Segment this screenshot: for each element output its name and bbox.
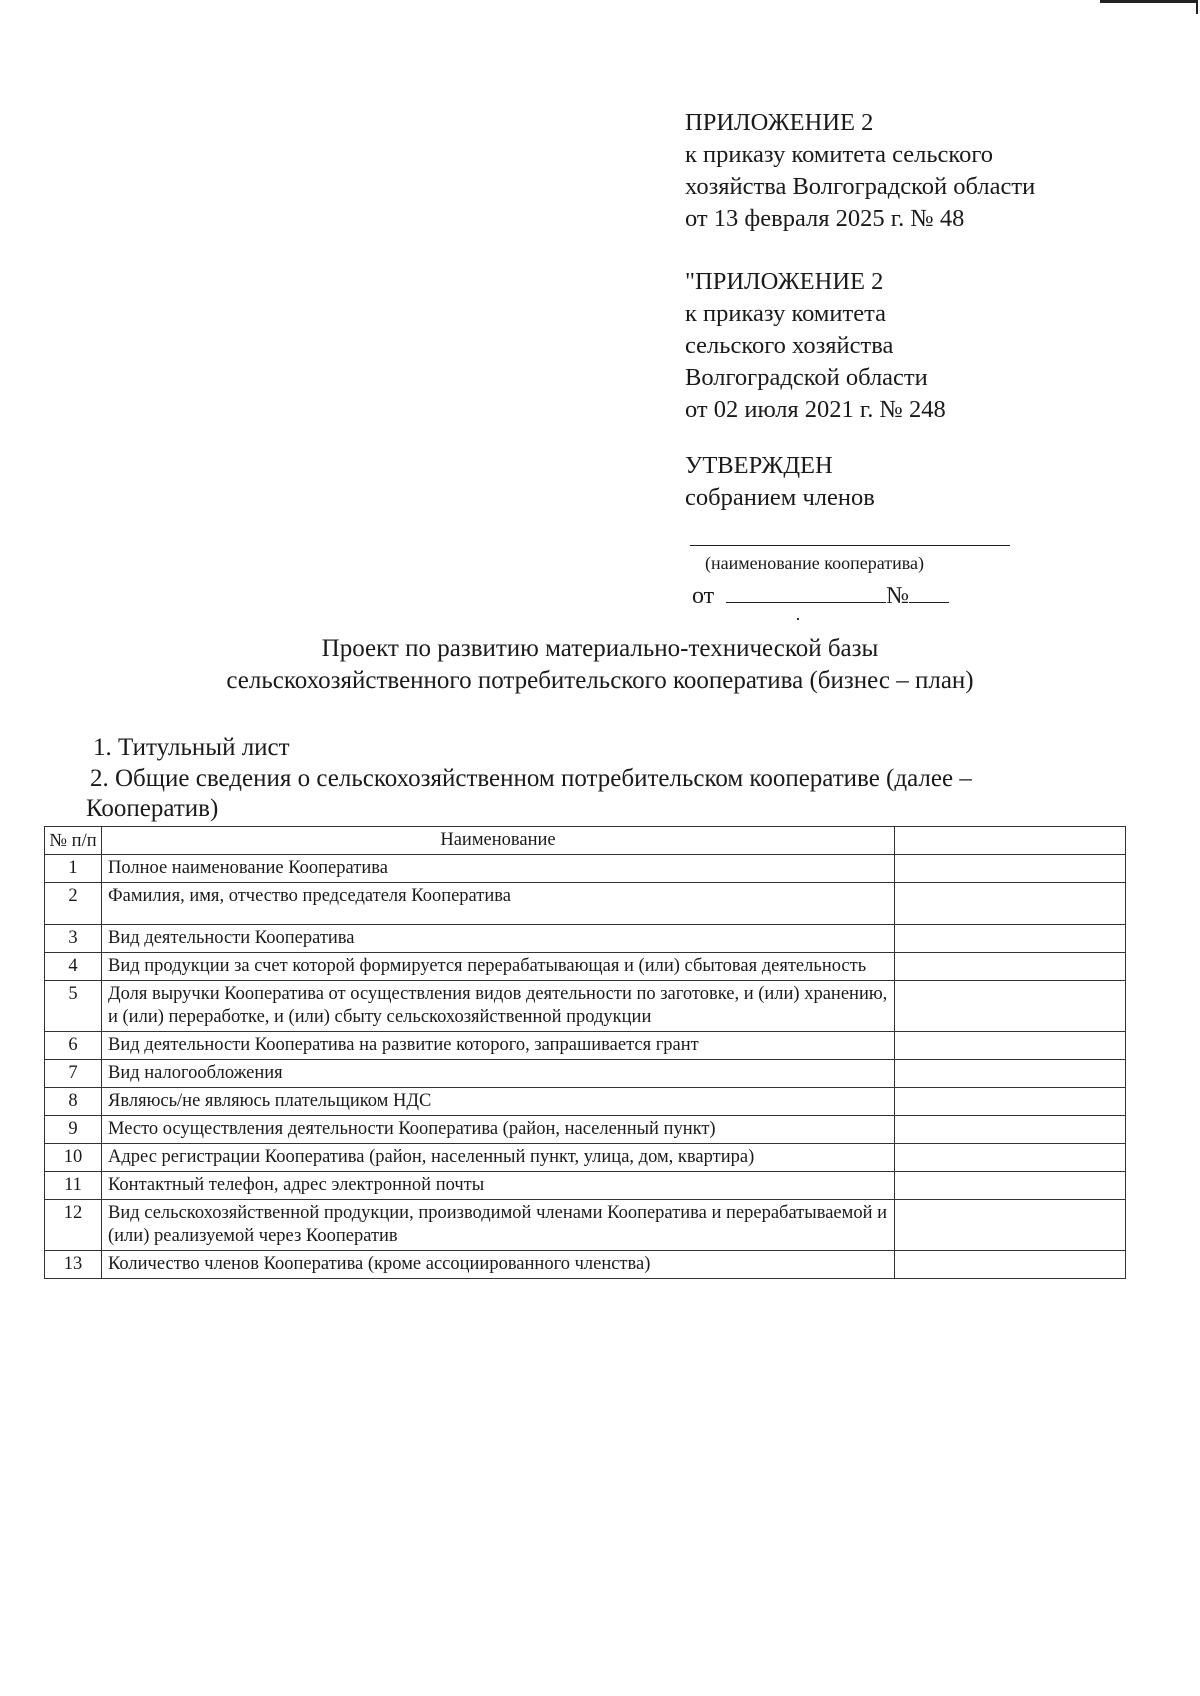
- appendix-label: ПРИЛОЖЕНИЕ 2: [685, 109, 874, 136]
- cooperative-name-caption: (наименование кооператива): [705, 553, 924, 573]
- document-title-line: сельскохозяйственного потребительского кооператива (бизнес – план): [226, 667, 974, 694]
- document-title: [120, 633, 1080, 697]
- row-number: 8: [45, 1088, 102, 1116]
- date-prefix: от: [692, 583, 715, 609]
- table-row: [45, 1200, 1126, 1251]
- row-name: Вид деятельности Кооператива: [102, 925, 895, 953]
- row-value: [895, 1200, 1126, 1251]
- row-value: [895, 1060, 1126, 1088]
- appendix-label: "ПРИЛОЖЕНИЕ 2: [685, 268, 884, 295]
- table-row: [45, 883, 1126, 925]
- row-number: 9: [45, 1116, 102, 1144]
- table-row: [45, 1251, 1126, 1279]
- table-row: [45, 953, 1126, 981]
- row-name: Вид сельскохозяйственной продукции, производимой членами Кооператива и перерабатываемой и (или) реализуемой через Кооператив: [102, 1200, 895, 1251]
- row-name: Количество членов Кооператива (кроме ассоциированного членства): [102, 1251, 895, 1279]
- row-value: [895, 883, 1126, 925]
- row-number: 13: [45, 1251, 102, 1279]
- appendix-date-number: от 02 июля 2021 г. № 248: [685, 396, 946, 423]
- row-name: Вид налогообложения: [102, 1060, 895, 1088]
- row-number: 11: [45, 1172, 102, 1200]
- number-sign: №: [886, 583, 910, 609]
- number-blank-line: [909, 578, 949, 603]
- row-number: 10: [45, 1144, 102, 1172]
- date-blank-line: [726, 578, 886, 603]
- table-row: [45, 925, 1126, 953]
- row-name: Фамилия, имя, отчество председателя Кооператива: [102, 883, 895, 925]
- appendix-line: хозяйства Волгоградской области: [685, 173, 1036, 200]
- row-value: [895, 925, 1126, 953]
- scan-speck: [797, 618, 799, 620]
- appendix-date-number: от 13 февраля 2025 г. № 48: [685, 205, 965, 232]
- scan-edge-mark: [1100, 0, 1198, 3]
- section-title-page: 1. Титульный лист: [93, 734, 290, 761]
- row-number: 2: [45, 883, 102, 925]
- row-number: 12: [45, 1200, 102, 1251]
- row-name: Контактный телефон, адрес электронной почты: [102, 1172, 895, 1200]
- table-row: [45, 1172, 1126, 1200]
- table-row: [45, 1088, 1126, 1116]
- appendix-line: к приказу комитета: [685, 300, 886, 327]
- approval-by: собранием членов: [685, 484, 875, 511]
- row-value: [895, 953, 1126, 981]
- row-number: 5: [45, 981, 102, 1032]
- row-number: 7: [45, 1060, 102, 1088]
- appendix-line: к приказу комитета сельского: [685, 141, 994, 168]
- row-name: Адрес регистрации Кооператива (район, населенный пункт, улица, дом, квартира): [102, 1144, 895, 1172]
- document-title-line: Проект по развитию материально-технической базы: [321, 635, 879, 662]
- row-number: 3: [45, 925, 102, 953]
- header-number: № п/п: [45, 827, 102, 855]
- row-name: Полное наименование Кооператива: [102, 855, 895, 883]
- table-row: [45, 855, 1126, 883]
- row-value: [895, 1172, 1126, 1200]
- appendix-current-header: [685, 107, 1155, 235]
- appendix-line: Волгоградской области: [685, 364, 928, 391]
- row-number: 4: [45, 953, 102, 981]
- row-number: 6: [45, 1032, 102, 1060]
- cooperative-info-table: [44, 826, 1126, 1279]
- scan-edge-mark: [1196, 0, 1198, 14]
- row-value: [895, 1116, 1126, 1144]
- table-header-row: [45, 827, 1126, 855]
- row-name: Доля выручки Кооператива от осуществления видов деятельности по заготовке, и (или) хранению, и (или) переработке, и (или) сбыту сельскохозяйственной продукции: [102, 981, 895, 1032]
- row-number: 1: [45, 855, 102, 883]
- header-name: Наименование: [102, 827, 895, 855]
- appendix-line: сельского хозяйства: [685, 332, 894, 359]
- section-general-info: 2. Общие сведения о сельскохозяйственном потребительском кооперативе (далее –: [90, 765, 972, 792]
- table-row: [45, 1144, 1126, 1172]
- row-name: Вид деятельности Кооператива на развитие которого, запрашивается грант: [102, 1032, 895, 1060]
- appendix-previous-header: [685, 266, 1155, 426]
- row-value: [895, 1251, 1126, 1279]
- approval-label: УТВЕРЖДЕН: [685, 452, 833, 479]
- approval-date-row: [692, 578, 949, 611]
- header-value: [895, 827, 1126, 855]
- cooperative-name-line: [690, 545, 1010, 546]
- table-row: [45, 1060, 1126, 1088]
- row-value: [895, 1032, 1126, 1060]
- table-row: [45, 981, 1126, 1032]
- approval-block: [685, 450, 1155, 514]
- row-value: [895, 1144, 1126, 1172]
- row-value: [895, 855, 1126, 883]
- row-name: Место осуществления деятельности Кооператива (район, населенный пункт): [102, 1116, 895, 1144]
- table-row: [45, 1116, 1126, 1144]
- row-name: Являюсь/не являюсь плательщиком НДС: [102, 1088, 895, 1116]
- row-value: [895, 1088, 1126, 1116]
- row-value: [895, 981, 1126, 1032]
- row-name: Вид продукции за счет которой формируется перерабатывающая и (или) сбытовая деятельность: [102, 953, 895, 981]
- table-row: [45, 1032, 1126, 1060]
- section-general-info-continued: Кооператив): [86, 795, 219, 822]
